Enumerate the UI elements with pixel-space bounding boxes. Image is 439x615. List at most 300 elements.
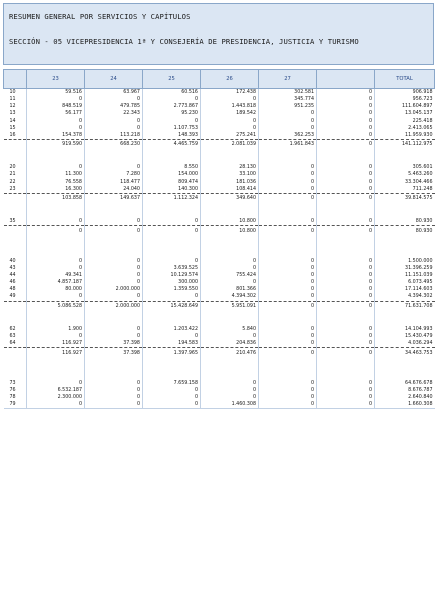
table-cell [201,211,259,218]
table-cell: 63.967 [85,89,143,97]
row-code: 21 [9,172,16,178]
table-cell: 0 [85,387,143,394]
table-cell: 1.203.422 [143,326,201,333]
table-cell [85,251,143,258]
table-cell: 0 [85,218,143,226]
table-cell: 0 [201,333,259,340]
table-cell [317,358,375,365]
table-cell: 0 [317,89,375,97]
table-cell: 0 [85,164,143,171]
table-cell: 0 [201,394,259,401]
table-cell: 0 [259,380,317,387]
table-cell [259,236,317,243]
table-row [4,243,435,250]
table-cell [259,243,317,250]
table-cell: 0 [201,265,259,272]
row-code: 22 [9,179,16,185]
table-cell: 194.583 [143,340,201,348]
table-cell: 0 [317,333,375,340]
row-code: 49 [9,294,16,300]
table-cell [27,358,85,365]
table-cell: 103.858 [27,193,85,204]
table-cell: 0 [317,139,375,150]
table-cell: 111.604.897 [375,103,435,110]
table-cell [259,319,317,326]
table-row [4,312,435,319]
table-cell: 0 [259,394,317,401]
table-cell: 0 [85,326,143,333]
row-code [4,236,27,243]
table-cell: 0 [317,118,375,125]
table-row [4,164,435,171]
subtotal-row [4,301,435,312]
table-cell: 14.104.993 [375,326,435,333]
table-cell: 116.927 [27,348,85,359]
table-cell: 0 [259,258,317,265]
table-cell: 1.397.965 [143,348,201,359]
table-cell: 349.640 [201,193,259,204]
table-row [4,132,435,140]
table-cell [201,251,259,258]
table-cell: 0 [201,125,259,132]
table-cell: 33.100 [201,171,259,178]
row-code: 14 [9,118,16,124]
table-cell: 71.631.708 [375,301,435,312]
table-cell: 0 [143,394,201,401]
table-row [4,179,435,186]
table-cell [259,365,317,372]
table-cell: 0 [27,164,85,171]
table-cell [259,204,317,211]
table-cell: 0 [201,279,259,286]
table-cell: 0 [201,387,259,394]
table-cell: 172.438 [201,89,259,97]
table-cell: 95.230 [143,110,201,117]
table-row [4,401,435,409]
table-cell: 0 [317,125,375,132]
row-code: 48 [9,287,16,293]
column-header: 27 [259,70,317,89]
table-cell: 60.516 [143,89,201,97]
table-cell: 154.000 [143,171,201,178]
table-cell: 4.857.187 [27,279,85,286]
table-cell: 10.129.574 [143,272,201,279]
table-cell: 225.418 [375,118,435,125]
table-row [4,171,435,178]
table-row [4,358,435,365]
report-title: RESUMEN GENERAL POR SERVICIOS Y CAPÍTULOS [9,12,191,21]
table-cell: 0 [317,286,375,293]
table-cell [259,358,317,365]
table-cell: 0 [143,387,201,394]
table-cell: 113.218 [85,132,143,140]
row-code [4,204,27,211]
table-cell: 0 [259,118,317,125]
table-cell: 2.000.000 [85,301,143,312]
table-cell: 11.959.930 [375,132,435,140]
row-code: 13 [9,111,16,117]
table-cell: 80.930 [375,226,435,237]
table-cell [27,373,85,380]
table-cell: 2.773.867 [143,103,201,110]
table-cell: 8.676.787 [375,387,435,394]
table-cell: 0 [317,186,375,194]
table-cell [317,319,375,326]
table-cell: 4.465.759 [143,139,201,150]
table-cell: 17.114.603 [375,286,435,293]
table-cell: 0 [259,326,317,333]
row-code [4,226,27,237]
table-cell [317,150,375,157]
row-code: 16 [9,132,16,138]
table-cell: 305.601 [375,164,435,171]
table-cell: 0 [27,333,85,340]
table-cell: 0 [259,265,317,272]
table-cell [259,157,317,164]
table-cell [85,204,143,211]
column-header: 25 [143,70,201,89]
table-cell [375,373,435,380]
table-cell [317,157,375,164]
table-cell [27,365,85,372]
table-cell: 0 [85,96,143,103]
table-cell: 39.814.575 [375,193,435,204]
table-cell: 15.430.479 [375,333,435,340]
table-row [4,394,435,401]
table-cell: 10.800 [201,226,259,237]
table-cell [375,319,435,326]
table-cell: 56.177 [27,110,85,117]
table-cell [27,243,85,250]
table-row [4,380,435,387]
table-cell [143,243,201,250]
table-cell: 154.378 [27,132,85,140]
table-row [4,157,435,164]
table-cell: 6.532.187 [27,387,85,394]
table-cell: 0 [317,279,375,286]
row-code: 20 [9,165,16,171]
table-cell: 108.414 [201,186,259,194]
subtotal-row [4,193,435,204]
table-cell: 0 [259,293,317,301]
row-code [4,251,27,258]
table-cell [143,236,201,243]
table-cell [85,236,143,243]
row-code [4,358,27,365]
table-cell [143,358,201,365]
table-cell: 0 [143,118,201,125]
table-cell [259,150,317,157]
table-cell: 0 [259,179,317,186]
table-cell: 0 [317,164,375,171]
table-cell [317,373,375,380]
table-cell: 1.660.308 [375,401,435,409]
table-cell: 0 [27,265,85,272]
table-row [4,118,435,125]
table-row [4,96,435,103]
table-row [4,211,435,218]
table-cell: 11.300 [27,171,85,178]
table-cell: 181.036 [201,179,259,186]
table-cell: 11.151.039 [375,272,435,279]
row-code: 12 [9,104,16,110]
table-cell: 5.086.528 [27,301,85,312]
table-cell [85,365,143,372]
table-cell [85,373,143,380]
table-cell: 13.045.137 [375,110,435,117]
table-cell [85,312,143,319]
table-cell: 2.300.000 [27,394,85,401]
table-row [4,186,435,194]
table-cell [201,365,259,372]
table-cell [375,312,435,319]
table-cell [85,243,143,250]
table-cell: 0 [317,401,375,409]
report-header [3,3,434,65]
row-code: 76 [9,387,16,393]
table-cell [143,157,201,164]
row-code [4,373,27,380]
table-row [4,125,435,132]
table-cell: 1.443.818 [201,103,259,110]
table-cell: 0 [143,218,201,226]
table-cell: 0 [143,333,201,340]
table-cell: 5.840 [201,326,259,333]
table-cell: 59.516 [27,89,85,97]
table-cell [317,365,375,372]
table-cell: 0 [317,96,375,103]
table-cell [201,319,259,326]
table-cell [259,251,317,258]
table-cell: 141.112.975 [375,139,435,150]
row-code: 79 [4,401,27,409]
table-cell [27,211,85,218]
section-title: SECCIÓN - 05 VICEPRESIDENCIA 1ª Y CONSEJERÍA DE PRESIDENCIA, JUSTICIA Y TURISMO [9,37,359,46]
table-cell [201,373,259,380]
table-cell: 24.040 [85,186,143,194]
table-cell: 0 [85,333,143,340]
table-cell: 140.300 [143,186,201,194]
table-cell: 0 [85,293,143,301]
row-code [4,211,27,218]
table-cell: 0 [259,125,317,132]
table-cell [317,236,375,243]
table-cell: 0 [259,186,317,194]
table-cell: 2.000.000 [85,286,143,293]
table-cell [27,251,85,258]
table-cell: 0 [317,171,375,178]
table-cell: 15.428.649 [143,301,201,312]
table-cell [201,358,259,365]
table-cell: 0 [317,110,375,117]
table-cell: 76.558 [27,179,85,186]
table-cell: 37.398 [85,340,143,348]
table-cell: 49.341 [27,272,85,279]
table-cell [85,319,143,326]
table-row [4,89,435,97]
table-cell [143,211,201,218]
table-cell: 0 [27,258,85,265]
table-cell: 16.300 [27,186,85,194]
table-row [4,319,435,326]
row-code: 73 [9,380,16,386]
table-cell: 0 [259,193,317,204]
table-cell: 0 [143,258,201,265]
table-cell: 4.036.294 [375,340,435,348]
table-cell: 149.637 [85,193,143,204]
table-row [4,333,435,340]
table-cell [375,243,435,250]
row-code [4,139,27,150]
table-row [4,110,435,117]
table-cell: 345.774 [259,96,317,103]
table-cell: 34.463.753 [375,348,435,359]
row-code [4,150,27,157]
summary-table [3,69,435,409]
table-row [4,387,435,394]
column-header: 23 [27,70,85,89]
table-cell: 31.396.259 [375,265,435,272]
table-row [4,340,435,348]
column-header: 24 [85,70,143,89]
table-row [4,218,435,226]
table-cell [201,150,259,157]
table-cell [27,312,85,319]
row-code [4,193,27,204]
row-code [4,365,27,372]
table-cell: 951.235 [259,103,317,110]
table-cell: 1.112.324 [143,193,201,204]
table-cell: 4.394.302 [201,293,259,301]
table-cell: 80.000 [27,286,85,293]
row-code: 63 [9,334,16,339]
table-cell: 0 [143,293,201,301]
table-cell: 0 [259,348,317,359]
table-cell: 302.581 [259,89,317,97]
table-cell: 204.836 [201,340,259,348]
table-cell: 0 [85,401,143,409]
table-cell: 10.800 [201,218,259,226]
table-cell [27,236,85,243]
table-body [4,89,435,409]
table-cell: 0 [27,293,85,301]
table-cell: 22.343 [85,110,143,117]
row-code: 46 [9,280,16,286]
table-row [4,286,435,293]
table-cell [317,312,375,319]
table-cell: 0 [27,401,85,409]
table-cell [201,204,259,211]
table-cell: 7.659.158 [143,380,201,387]
table-cell: 809.474 [143,179,201,186]
row-code: 40 [9,258,16,264]
table-cell: 3.639.525 [143,265,201,272]
table-cell [317,211,375,218]
table-cell: 1.900 [27,326,85,333]
subtotal-row [4,348,435,359]
table-cell: 0 [259,401,317,409]
table-cell [375,204,435,211]
table-cell: 0 [317,301,375,312]
table-cell [375,365,435,372]
table-cell: 0 [27,226,85,237]
row-code: 11 [9,97,16,103]
table-row [4,279,435,286]
table-cell [27,204,85,211]
table-cell: 0 [259,286,317,293]
table-cell [85,150,143,157]
table-cell [27,150,85,157]
column-header [4,70,27,89]
row-code: 15 [9,125,16,131]
table-cell: 0 [259,171,317,178]
table-cell: 8.550 [143,164,201,171]
table-cell [201,236,259,243]
table-row [4,150,435,157]
table-cell: 0 [85,279,143,286]
table-cell: 479.785 [85,103,143,110]
table-cell [143,204,201,211]
table-cell [317,251,375,258]
table-cell: 919.590 [27,139,85,150]
row-code [4,301,27,312]
table-cell: 0 [201,258,259,265]
table-cell [143,373,201,380]
table-cell [143,251,201,258]
table-cell [375,358,435,365]
table-cell: 1.500.000 [375,258,435,265]
table-cell: 0 [317,348,375,359]
table-cell: 116.927 [27,340,85,348]
table-cell: 0 [317,394,375,401]
table-cell: 0 [85,118,143,125]
table-cell [201,312,259,319]
table-cell: 848.519 [27,103,85,110]
table-cell: 118.477 [85,179,143,186]
table-cell: 755.424 [201,272,259,279]
table-cell: 1.961.843 [259,139,317,150]
table-cell: 0 [317,103,375,110]
table-cell: 148.393 [143,132,201,140]
table-header-row [4,70,435,89]
table-cell: 711.248 [375,186,435,194]
table-cell: 0 [317,258,375,265]
table-row [4,103,435,110]
table-row [4,272,435,279]
row-code [4,312,27,319]
row-code: 44 [9,273,16,279]
table-cell: 5.463.260 [375,171,435,178]
table-cell: 0 [317,132,375,140]
table-cell: 0 [259,279,317,286]
column-header: 26 [201,70,259,89]
table-row [4,258,435,265]
table-cell: 0 [317,179,375,186]
table-cell: 362.253 [259,132,317,140]
table-row [4,236,435,243]
row-code [4,348,27,359]
table-cell: 189.542 [201,110,259,117]
table-row [4,373,435,380]
table-cell [143,312,201,319]
table-cell [259,312,317,319]
table-cell: 0 [317,326,375,333]
table-cell [27,157,85,164]
table-cell: 1.107.753 [143,125,201,132]
table-cell: 668.230 [85,139,143,150]
row-code: 64 [9,341,16,347]
table-row [4,365,435,372]
